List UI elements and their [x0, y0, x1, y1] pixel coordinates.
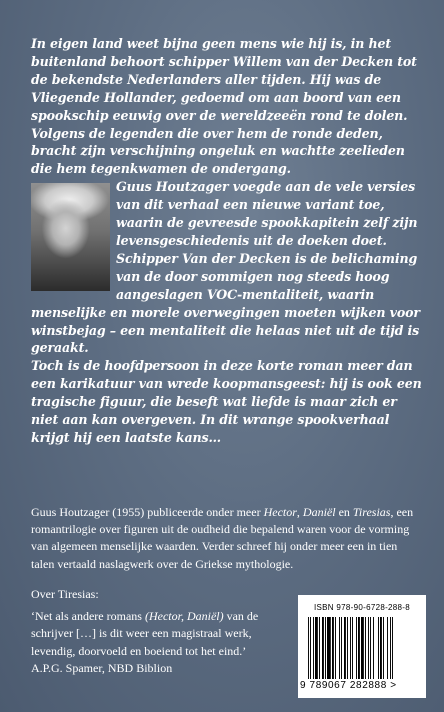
bio-title-hector: Hector [263, 505, 297, 519]
bio-title-tiresias: Tiresias [352, 505, 391, 519]
blurb-ending [31, 357, 423, 447]
blurb-middle-text: Guus Houtzager voegde aan de vele versies van dit verhaal een nieuwe variant toe, waarin de gevreesde spookkapitein zelf zijn levensgeschiedenis uit de doeken doet. Schipper Van der Decken is de belichaming van de door sommigen nog steeds hoog aangeslagen VOC-mentaliteit, waarin menselijke en morele overwegingen moeten wijken voor winstbejag – een mentaliteit die helaas niet uit de tijd is geraakt. [31, 179, 420, 356]
barcode-digits: 9 789067 282888 > [300, 680, 397, 691]
blurb-intro-text: In eigen land weet bijna geen mens wie hij is, in het buitenland behoort schipper Willem van der Decken tot de bekendste Nederlanders aller tijden. Hij was de Vliegende Hollander, gedoemd om aan boord van een spookschip eeuwig over de wereldzeeën rond te dolen. Volgens de legenden die over hem de ronde deden, bracht zijn verschijning ongeluk en wachtte zeelieden die hem tegenkwamen de ondergang. [31, 36, 417, 177]
bio-sep-2: en [335, 505, 353, 519]
review-quote [31, 586, 281, 677]
back-cover-blurb [31, 35, 423, 447]
author-photo [31, 183, 110, 291]
quote-body [31, 608, 281, 660]
bio-title-daniel: Daniël [302, 505, 336, 519]
isbn-label: ISBN 978-90-6728-288-8 [314, 603, 410, 612]
bio-text-2: , een romantrilogie over figuren uit de oudheid die bepalend waren voor de vorming van algemeen menselijke waarden. Verder schreef hij onder meer een in tien talen vertaald naslagwerk over de Griekse mythologie. [31, 505, 414, 571]
isbn-barcode [298, 595, 426, 698]
quote-heading: Over Tiresias: [31, 587, 99, 601]
blurb-middle [31, 178, 423, 357]
blurb-intro [31, 35, 423, 178]
blurb-ending-text: Toch is de hoofdpersoon in deze korte roman meer dan een karikatuur van wrede koopmansgeest: hij is ook een tragische figuur, die beseft wat liefde is maar zich er niet aan kan overgeven. In dit wrange spookverhaal krijgt hij een laatste kans… [31, 358, 422, 445]
quote-text-1: ‘Net als andere romans [31, 609, 145, 624]
barcode-bars [308, 617, 418, 679]
quote-text-2: van de schrijver […] is dit weer een magistraal werk, levendig, doorvoeld en boeiend tot het eind.’ [31, 609, 259, 658]
bio-text-1: Guus Houtzager (1955) publiceerde onder meer [31, 505, 264, 519]
quote-source: A.P.G. Spamer, NBD Biblion [31, 660, 173, 675]
quote-titles: (Hector, Daniël) [144, 609, 224, 624]
author-bio [31, 504, 423, 573]
bio-sep-1: , [296, 505, 303, 519]
